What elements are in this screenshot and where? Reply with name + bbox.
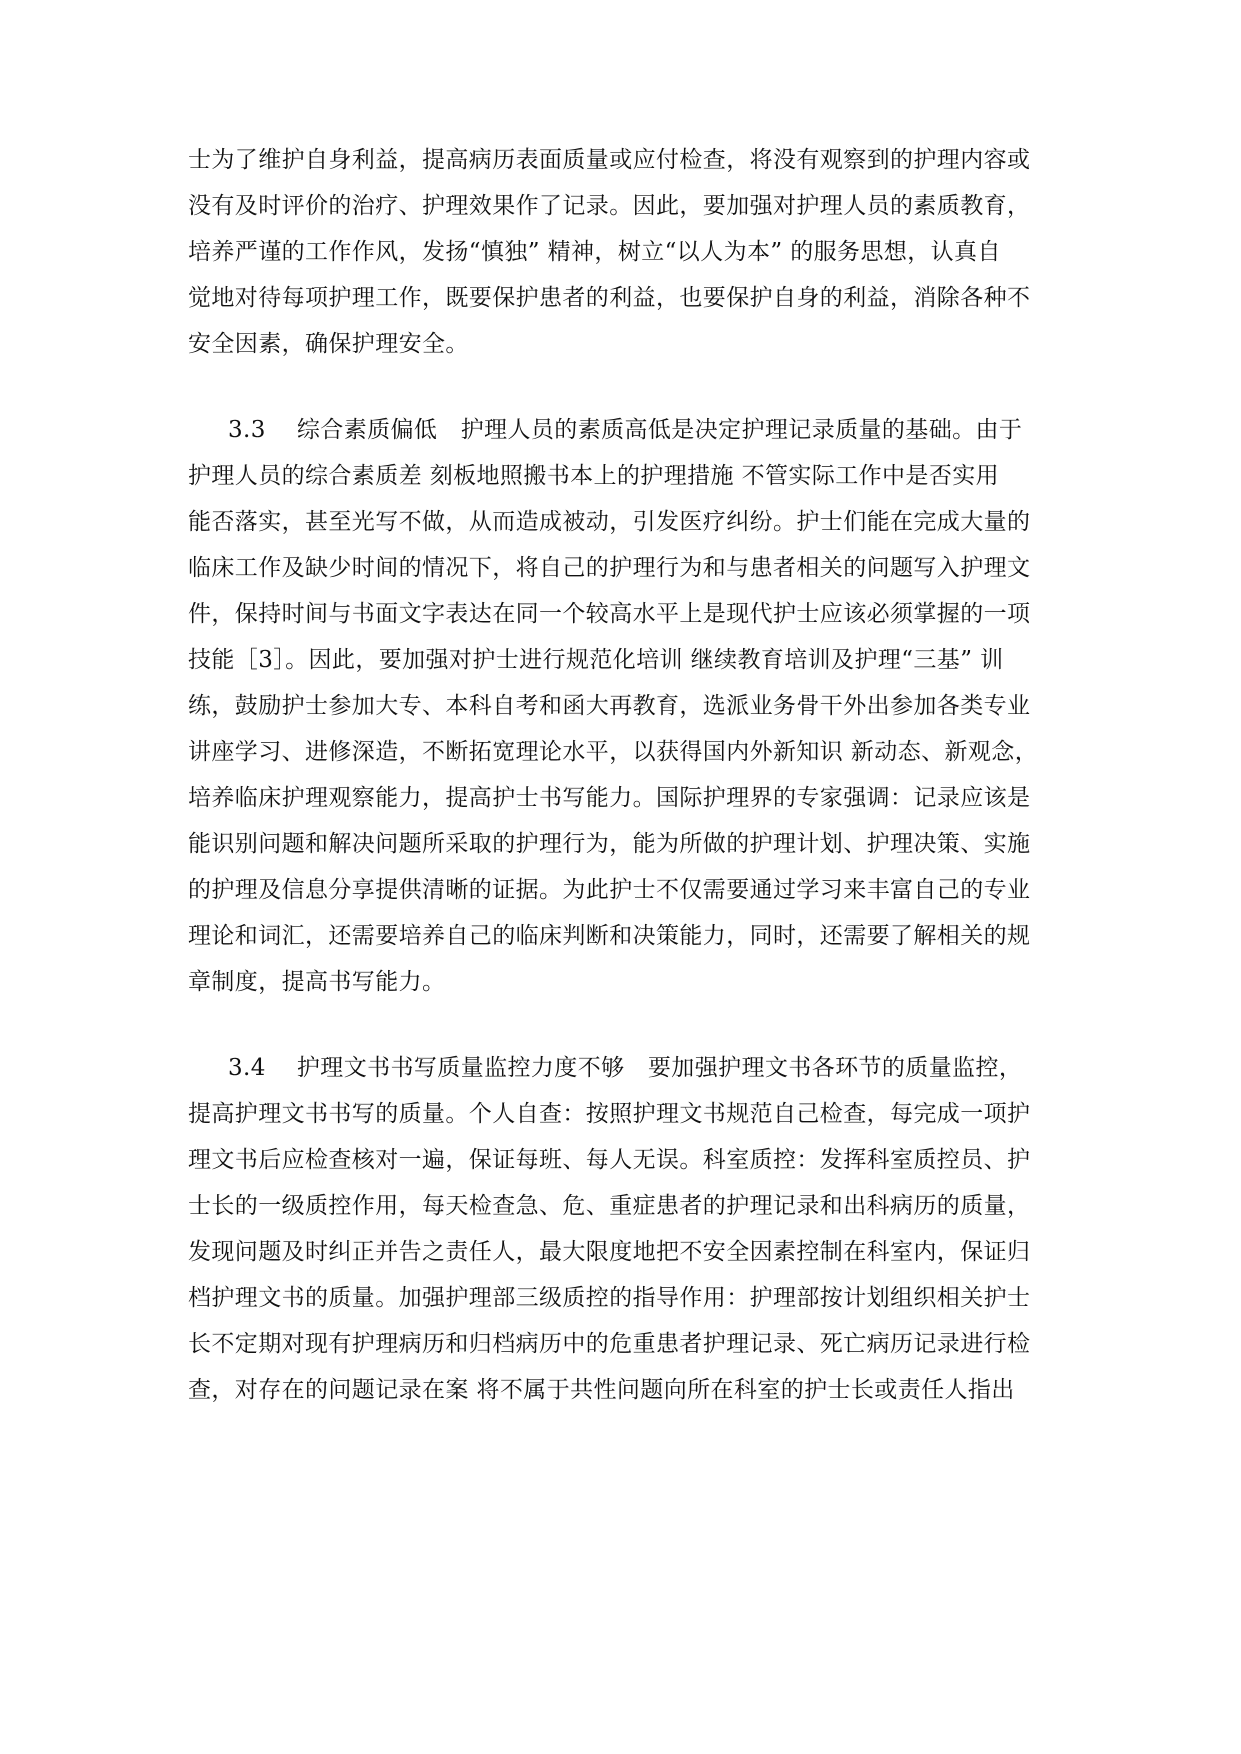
text-line: 查，对存在的问题记录在案 将不属于共性问题向所在科室的护士长或责任人指出 [188,1377,1015,1403]
section-heading-line: 3.3 综合素质偏低 护理人员的素质高低是决定护理记录质量的基础。由于 [228,417,1023,443]
text-line: 培养严谨的工作作风，发扬“慎独” 精神，树立“以人为本” 的服务思想，认真自 [188,239,1001,265]
text-line: 觉地对待每项护理工作，既要保护患者的利益，也要保护自身的利益，消除各种不 [188,285,1031,311]
text-line: 理论和词汇，还需要培养自己的临床判断和决策能力，同时，还需要了解相关的规 [188,923,1031,949]
text-line: 练，鼓励护士参加大专、本科自考和函大再教育，选派业务骨干外出参加各类专业 [188,693,1031,719]
text-line: 培养临床护理观察能力，提高护士书写能力。国际护理界的专家强调：记录应该是 [188,785,1031,811]
text-line: 档护理文书的质量。加强护理部三级质控的指导作用：护理部按计划组织相关护士 [188,1285,1031,1311]
text-line: 件，保持时间与书面文字表达在同一个较高水平上是现代护士应该必须掌握的一项 [188,601,1031,627]
text-line: 没有及时评价的治疗、护理效果作了记录。因此，要加强对护理人员的素质教育， [188,193,1031,219]
text-line: 技能［3］。因此，要加强对护士进行规范化培训 继续教育培训及护理“三基” 训 [188,647,1004,673]
text-line: 章制度，提高书写能力。 [188,969,446,995]
text-line: 临床工作及缺少时间的情况下，将自己的护理行为和与患者相关的问题写入护理文 [188,555,1031,581]
text-line: 能识别问题和解决问题所采取的护理行为，能为所做的护理计划、护理决策、实施 [188,831,1031,857]
text-line: 能否落实，甚至光写不做，从而造成被动，引发医疗纠纷。护士们能在完成大量的 [188,509,1031,535]
section-heading-line: 3.4 护理文书书写质量监控力度不够 要加强护理文书各环节的质量监控， [228,1055,1023,1081]
text-line: 士长的一级质控作用，每天检查急、危、重症患者的护理记录和出科病历的质量， [188,1193,1031,1219]
text-line: 安全因素，确保护理安全。 [188,331,469,357]
text-line: 护理人员的综合素质差 刻板地照搬书本上的护理措施 不管实际工作中是否实用 [188,463,1000,489]
text-line: 提高护理文书书写的质量。个人自查：按照护理文书规范自己检查，每完成一项护 [188,1101,1031,1127]
text-line: 士为了维护自身利益，提高病历表面质量或应付检查，将没有观察到的护理内容或 [188,147,1031,173]
text-line: 的护理及信息分享提供清晰的证据。为此护士不仅需要通过学习来丰富自己的专业 [188,877,1031,903]
text-line: 长不定期对现有护理病历和归档病历中的危重患者护理记录、死亡病历记录进行检 [188,1331,1031,1357]
text-line: 理文书后应检查核对一遍，保证每班、每人无误。科室质控：发挥科室质控员、护 [188,1147,1031,1173]
text-line: 讲座学习、进修深造，不断拓宽理论水平，以获得国内外新知识 新动态、新观念， [188,739,1039,765]
text-line: 发现问题及时纠正并告之责任人，最大限度地把不安全因素控制在科室内，保证归 [188,1239,1031,1265]
